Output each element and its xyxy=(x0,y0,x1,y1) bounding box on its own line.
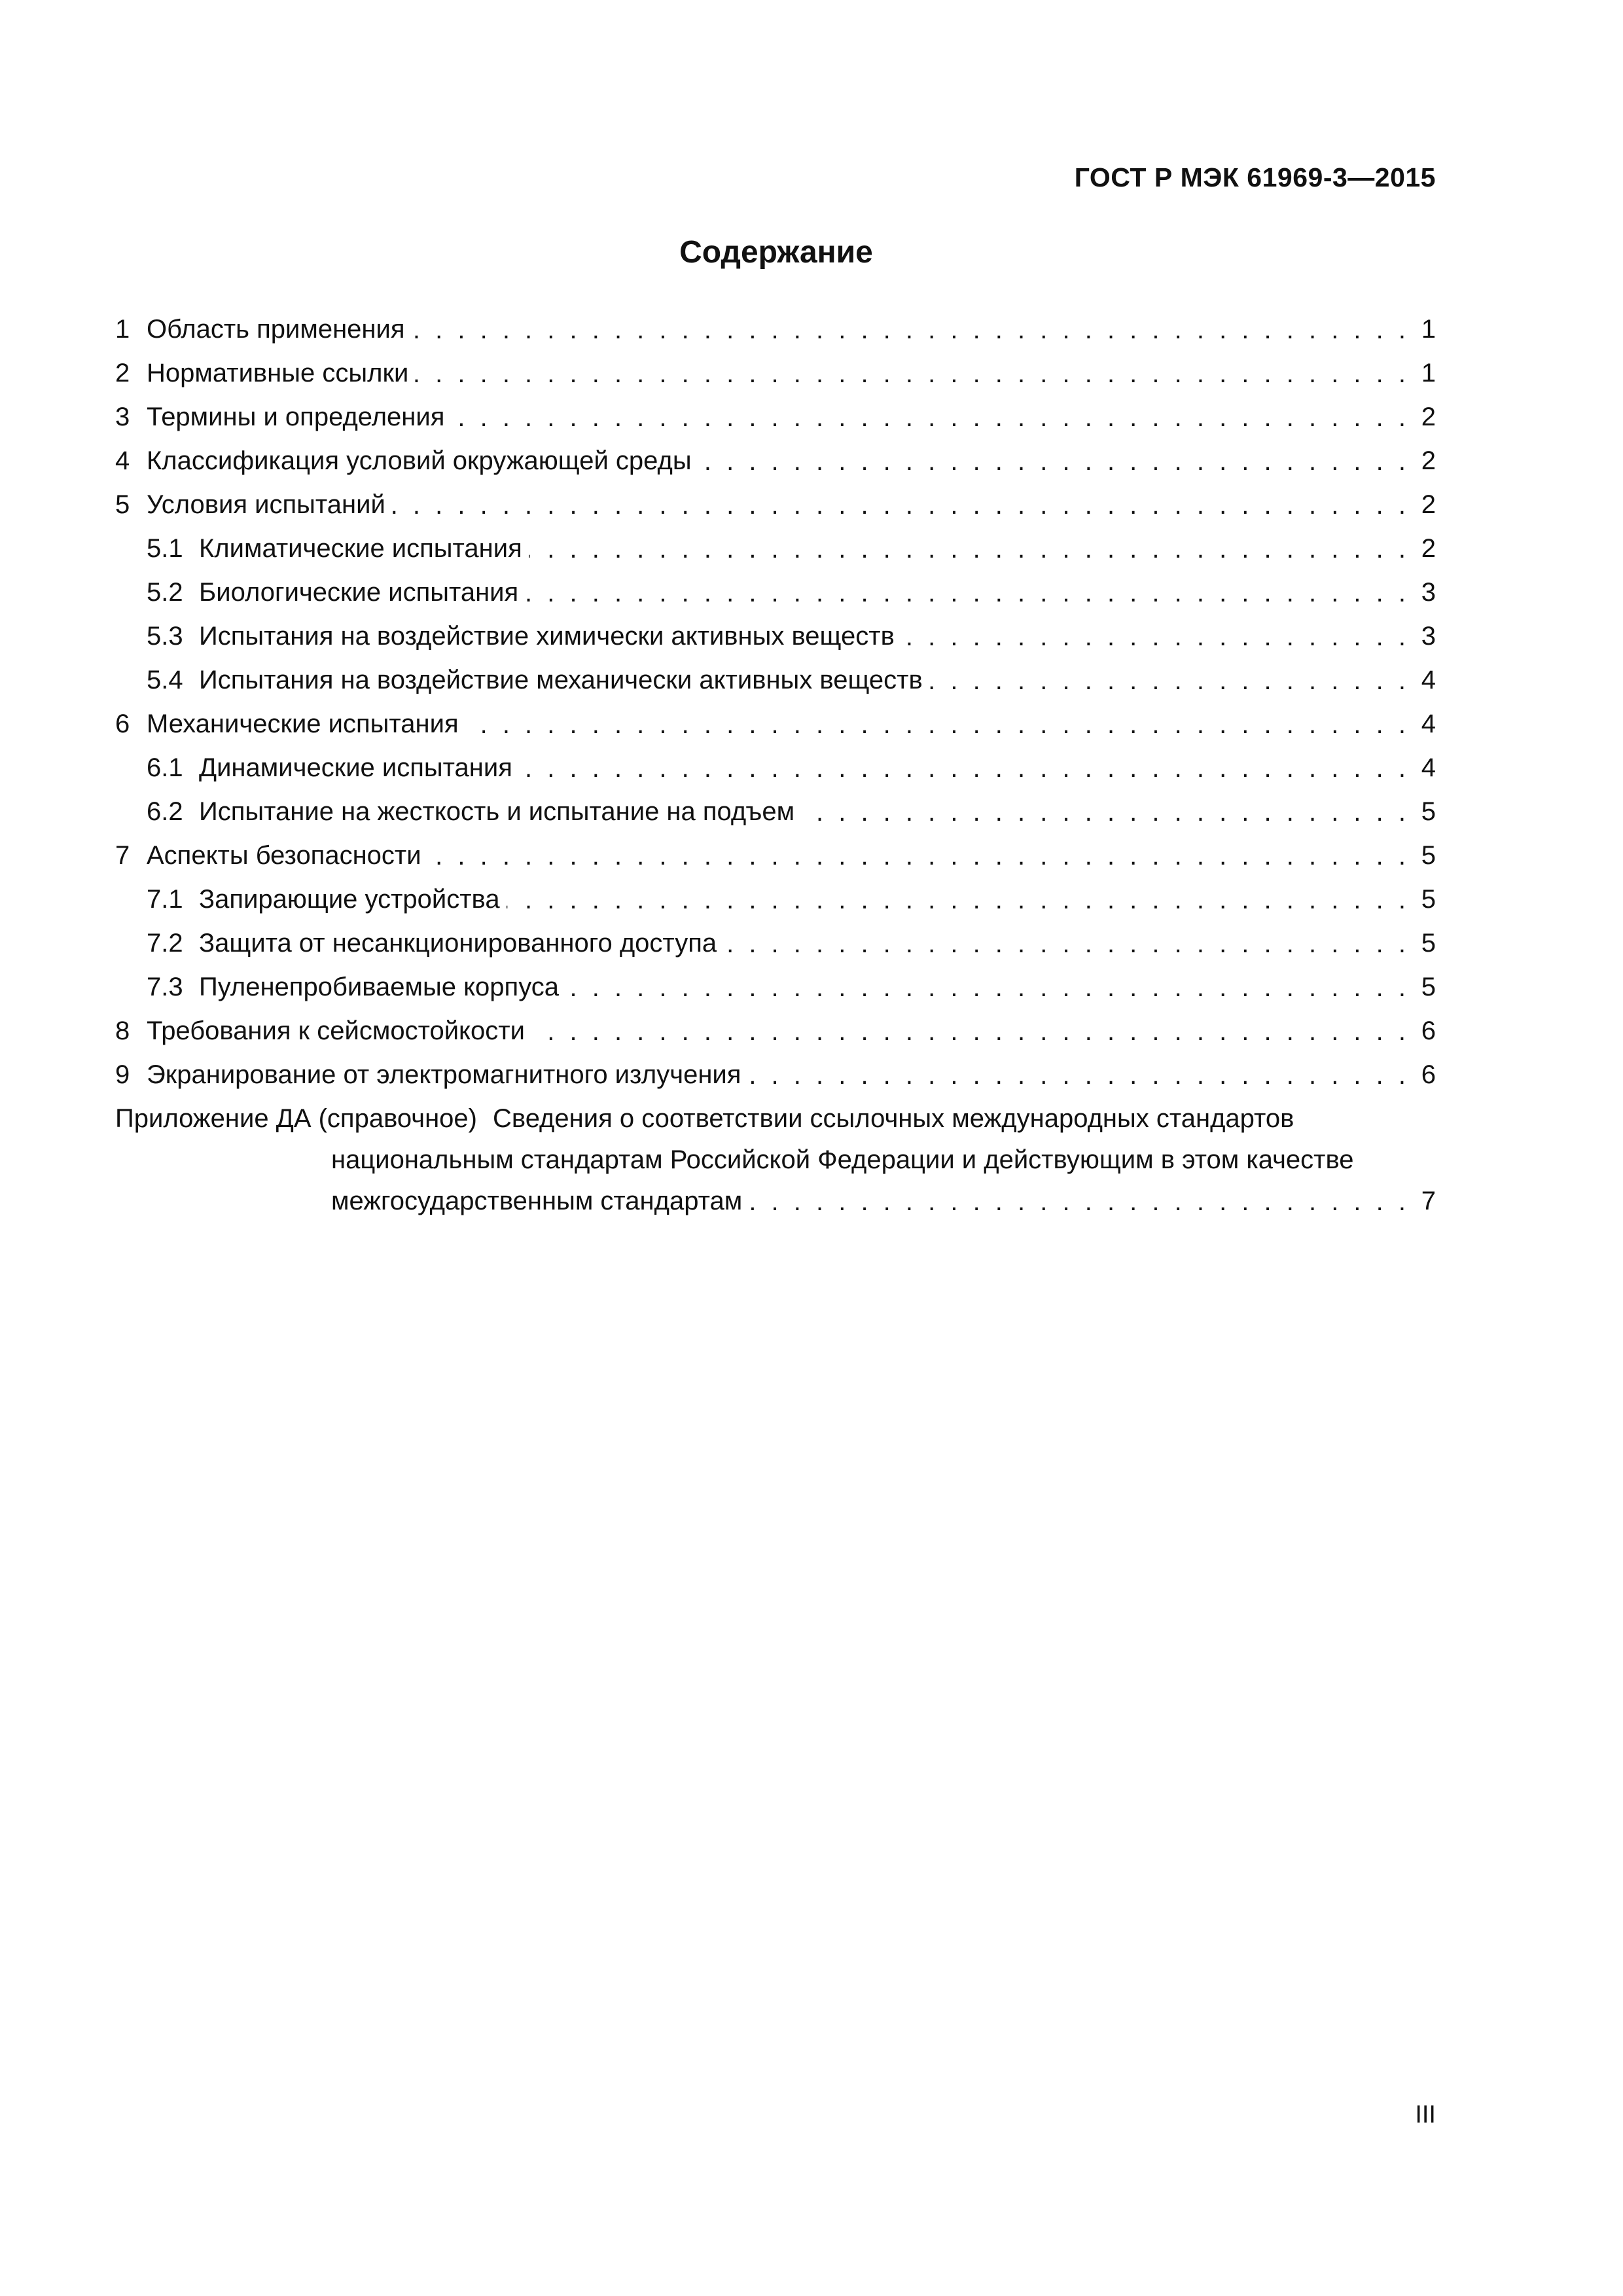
toc-entry-number: 7 xyxy=(115,841,130,870)
toc-entry[interactable] xyxy=(115,615,1436,658)
toc-entry-page: 4 xyxy=(1421,709,1436,738)
toc-entry[interactable] xyxy=(115,571,1436,615)
toc-entry-title: Требования к сейсмостойкости xyxy=(147,1016,525,1045)
toc-entry[interactable] xyxy=(115,965,1436,1009)
toc-entry-title: Аспекты безопасности xyxy=(147,841,421,870)
toc-entry[interactable] xyxy=(115,790,1436,834)
toc-entry-page: 6 xyxy=(1421,1060,1436,1089)
leader-dots xyxy=(749,1189,1410,1215)
toc-entry-page: 5 xyxy=(1421,929,1436,958)
document-code: ГОСТ Р МЭК 61969-3—2015 xyxy=(1074,162,1436,192)
leader-dots xyxy=(901,624,1410,650)
toc-entry-page: 6 xyxy=(1421,1016,1436,1045)
annex-title-line-1: Сведения о соответствии ссылочных международных стандартов xyxy=(493,1104,1294,1133)
toc-entry[interactable] xyxy=(115,1009,1436,1053)
page-number: III xyxy=(1415,2101,1436,2128)
toc-entry[interactable] xyxy=(115,658,1436,702)
toc-entry[interactable] xyxy=(115,922,1436,965)
leader-dots xyxy=(519,755,1410,781)
toc-entry-page: 3 xyxy=(1421,578,1436,607)
leader-dots xyxy=(801,799,1410,825)
toc-entry-title: Климатические испытания xyxy=(199,534,522,563)
toc-entry-number: 6.2 xyxy=(147,797,183,826)
leader-dots xyxy=(531,1018,1410,1045)
leader-dots xyxy=(747,1062,1410,1088)
leader-dots xyxy=(392,492,1410,518)
toc-entry-number: 6 xyxy=(115,709,130,738)
leader-dots xyxy=(412,317,1410,343)
page-title: Содержание xyxy=(679,235,873,270)
toc-entry-number: 9 xyxy=(115,1060,130,1089)
toc-entry[interactable] xyxy=(115,351,1436,395)
leader-dots xyxy=(723,931,1410,957)
toc-entry-page: 5 xyxy=(1421,841,1436,870)
toc-entry-page: 2 xyxy=(1421,446,1436,475)
toc-entry-title: Запирающие устройства xyxy=(199,885,500,914)
toc-entry-page: 4 xyxy=(1421,666,1436,694)
toc-entry[interactable] xyxy=(115,308,1436,351)
toc-entry-number: 8 xyxy=(115,1016,130,1045)
toc-entry-page: 5 xyxy=(1421,797,1436,826)
leader-dots xyxy=(529,536,1410,562)
toc-entry-page: 2 xyxy=(1421,403,1436,431)
leader-dots xyxy=(565,975,1410,1001)
annex-line-2 xyxy=(115,1139,1436,1181)
table-of-contents xyxy=(115,308,1436,1222)
toc-entry-title: Классификация условий окружающей среды xyxy=(147,446,692,475)
leader-dots xyxy=(698,448,1410,475)
toc-entry-number: 5.2 xyxy=(147,578,183,607)
toc-entry-number: 7.2 xyxy=(147,929,183,958)
annex-label: Приложение ДА (справочное) xyxy=(115,1104,477,1133)
toc-entry[interactable] xyxy=(115,702,1436,746)
toc-entry-number: 3 xyxy=(115,403,130,431)
annex-title-line-2: национальным стандартам Российской Федерации и действующим в этом качестве xyxy=(331,1145,1354,1174)
toc-entry-page: 5 xyxy=(1421,885,1436,914)
toc-entry-number: 5.4 xyxy=(147,666,183,694)
toc-entry[interactable] xyxy=(115,395,1436,439)
annex-title-line-3: межгосударственным стандартам xyxy=(331,1187,743,1215)
toc-entry-title: Термины и определения xyxy=(147,403,445,431)
toc-entry-title: Биологические испытания xyxy=(199,578,519,607)
toc-entry-number: 5.1 xyxy=(147,534,183,563)
toc-entry-title: Экранирование от электромагнитного излучения xyxy=(147,1060,741,1089)
toc-entry-page: 3 xyxy=(1421,622,1436,651)
toc-entry-page: 4 xyxy=(1421,753,1436,782)
toc-entry-title: Испытания на воздействие химически активных веществ xyxy=(199,622,895,651)
leader-dots xyxy=(525,580,1410,606)
toc-entry-number: 4 xyxy=(115,446,130,475)
toc-entry[interactable] xyxy=(115,878,1436,922)
toc-entry[interactable] xyxy=(115,746,1436,790)
annex-line-1 xyxy=(115,1098,1436,1139)
toc-entry-number: 7.3 xyxy=(147,973,183,1001)
toc-entry[interactable] xyxy=(115,1053,1436,1097)
toc-entry-title: Защита от несанкционированного доступа xyxy=(199,929,717,958)
toc-entry-number: 5.3 xyxy=(147,622,183,651)
toc-entry-number: 7.1 xyxy=(147,885,183,914)
toc-entry-title: Динамические испытания xyxy=(199,753,512,782)
annex-line-3 xyxy=(115,1181,1436,1222)
annex-page-number: 7 xyxy=(1421,1187,1436,1215)
leader-dots xyxy=(507,887,1410,913)
toc-entry-number: 5 xyxy=(115,490,130,519)
toc-entry-page: 2 xyxy=(1421,490,1436,519)
toc-entry[interactable] xyxy=(115,483,1436,527)
toc-entry[interactable] xyxy=(115,527,1436,571)
toc-entry-title: Нормативные ссылки xyxy=(147,359,409,387)
leader-dots xyxy=(465,711,1410,738)
toc-entry-title: Испытания на воздействие механически активных веществ xyxy=(199,666,923,694)
toc-entry[interactable] xyxy=(115,834,1436,878)
toc-entry-title: Механические испытания xyxy=(147,709,459,738)
toc-list xyxy=(115,308,1436,1097)
toc-entry-title: Область применения xyxy=(147,315,405,344)
leader-dots xyxy=(451,404,1410,431)
toc-entry-page: 2 xyxy=(1421,534,1436,563)
toc-entry-page: 5 xyxy=(1421,973,1436,1001)
toc-entry-title: Испытание на жесткость и испытание на подъем xyxy=(199,797,795,826)
toc-entry-page: 1 xyxy=(1421,315,1436,344)
toc-entry-number: 2 xyxy=(115,359,130,387)
toc-entry-title: Условия испытаний xyxy=(147,490,385,519)
toc-entry-page: 1 xyxy=(1421,359,1436,387)
toc-annex-entry[interactable] xyxy=(115,1098,1436,1222)
leader-dots xyxy=(415,361,1410,387)
leader-dots xyxy=(428,843,1410,869)
leader-dots xyxy=(929,668,1410,694)
toc-entry-title: Пуленепробиваемые корпуса xyxy=(199,973,559,1001)
toc-entry-number: 6.1 xyxy=(147,753,183,782)
toc-entry-number: 1 xyxy=(115,315,130,344)
toc-entry[interactable] xyxy=(115,439,1436,483)
